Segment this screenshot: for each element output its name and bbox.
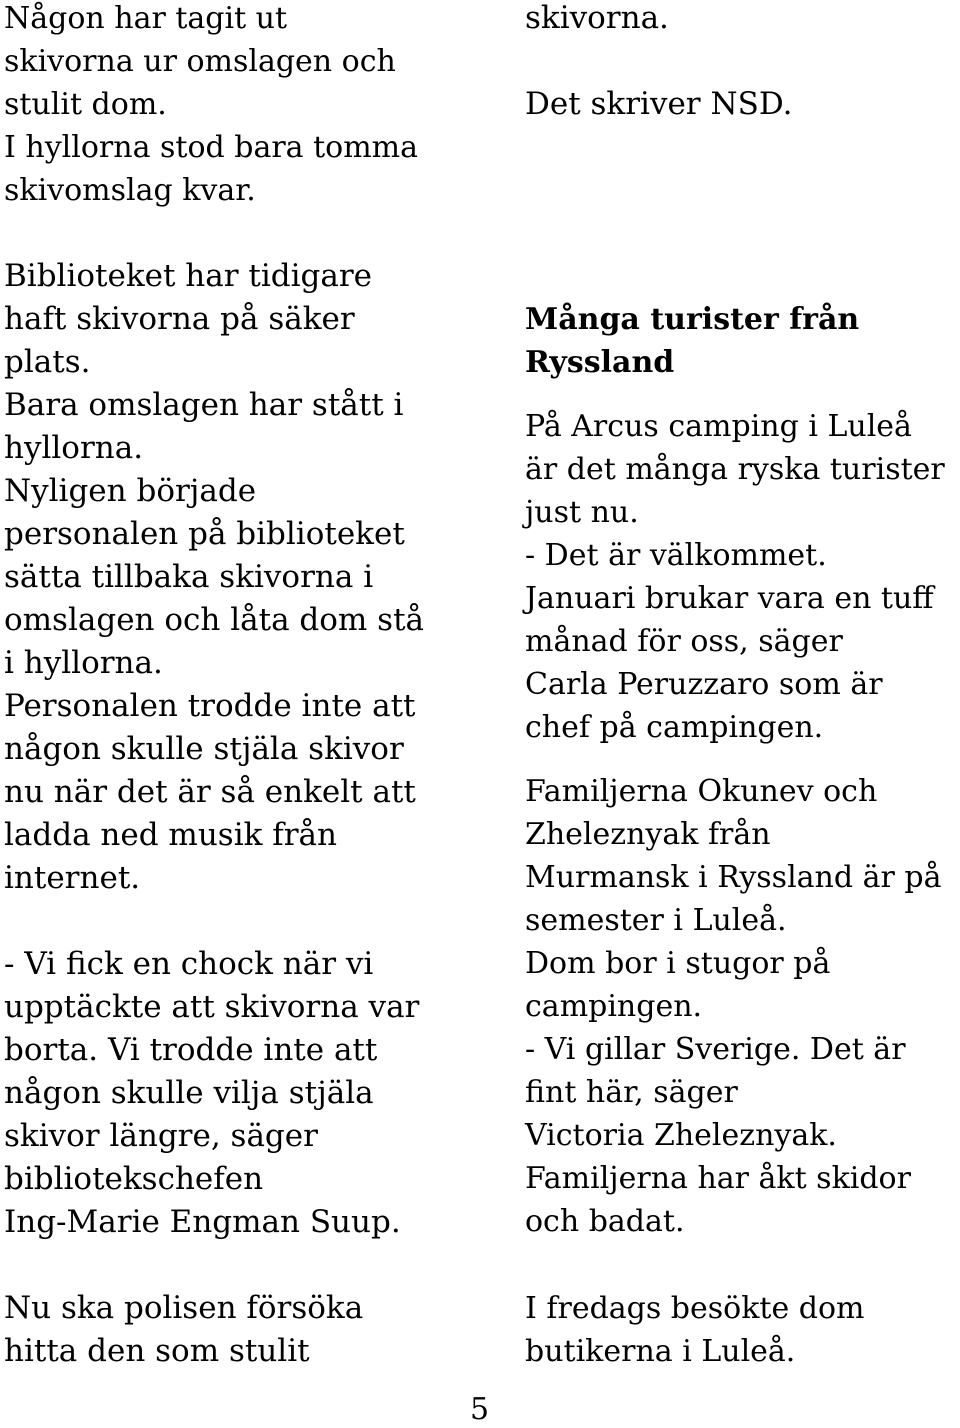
text-line: Nyligen började (4, 473, 257, 509)
text-line: butikerna i Luleå. (525, 1334, 796, 1369)
text-line: omslagen och låta dom stå (4, 602, 425, 638)
text-line: Familjerna Okunev och (525, 774, 878, 809)
text-line: chef på campingen. (525, 710, 824, 745)
text-line: bibliotekschefen (4, 1161, 264, 1197)
text-line: personalen på biblioteket (4, 516, 405, 552)
text-line: Biblioteket har tidigare (4, 258, 373, 294)
text-line: skivor längre, säger (4, 1118, 318, 1154)
text-line: Januari brukar vara en tuff (525, 581, 934, 616)
text-line: semester i Luleå. (525, 903, 787, 938)
page-number: 5 (470, 1392, 490, 1427)
text-line: Det skriver NSD. (525, 86, 793, 122)
text-line: skivomslag kvar. (4, 173, 256, 208)
text-line: Personalen trodde inte att (4, 688, 416, 724)
text-line: - Det är välkommet. (525, 538, 827, 573)
text-line: Carla Peruzzaro som är (525, 667, 883, 702)
text-line: sätta tillbaka skivorna i (4, 559, 374, 595)
text-line: I hyllorna stod bara tomma (4, 130, 418, 165)
text-line: Bara omslagen har stått i (4, 387, 404, 423)
text-line: Zheleznyak från (525, 817, 771, 852)
text-line: borta. Vi trodde inte att (4, 1032, 378, 1068)
text-line: Någon har tagit ut (4, 1, 288, 36)
text-line: i hyllorna. (4, 645, 163, 681)
text-line: På Arcus camping i Luleå (525, 409, 912, 444)
text-line: Dom bor i stugor på (525, 946, 831, 981)
text-line: skivorna. (525, 0, 669, 36)
text-line: internet. (4, 860, 141, 896)
text-line: hyllorna. (4, 430, 144, 466)
text-line: månad för oss, säger (525, 624, 843, 659)
text-line: någon skulle stjäla skivor (4, 731, 404, 767)
heading-line: Ryssland (525, 345, 675, 380)
text-line: upptäckte att skivorna var (4, 989, 420, 1025)
text-line: någon skulle vilja stjäla (4, 1075, 374, 1111)
text-line: - Vi gillar Sverige. Det är (525, 1032, 906, 1067)
text-line: är det många ryska turister (525, 452, 945, 487)
text-line: och badat. (525, 1204, 685, 1239)
text-line: haft skivorna på säker (4, 301, 355, 337)
text-line: skivorna ur omslagen och (4, 44, 396, 79)
text-line: stulit dom. (4, 87, 167, 122)
text-line: fint här, säger (525, 1075, 738, 1110)
text-line: ladda ned musik från (4, 817, 337, 853)
heading-line: Många turister från (525, 302, 860, 337)
text-line: Nu ska polisen försöka (4, 1290, 364, 1326)
text-line: just nu. (525, 495, 639, 530)
text-line: - Vi fick en chock när vi (4, 946, 374, 982)
text-line: Victoria Zheleznyak. (525, 1118, 837, 1153)
text-line: campingen. (525, 989, 703, 1024)
text-line: Ing-Marie Engman Suup. (4, 1204, 401, 1240)
text-line: I fredags besökte dom (525, 1291, 865, 1326)
text-line: Murmansk i Ryssland är på (525, 860, 942, 895)
text-line: plats. (4, 344, 91, 380)
text-line: Familjerna har åkt skidor (525, 1161, 911, 1196)
text-line: nu när det är så enkelt att (4, 774, 416, 810)
text-line: hitta den som stulit (4, 1333, 310, 1369)
